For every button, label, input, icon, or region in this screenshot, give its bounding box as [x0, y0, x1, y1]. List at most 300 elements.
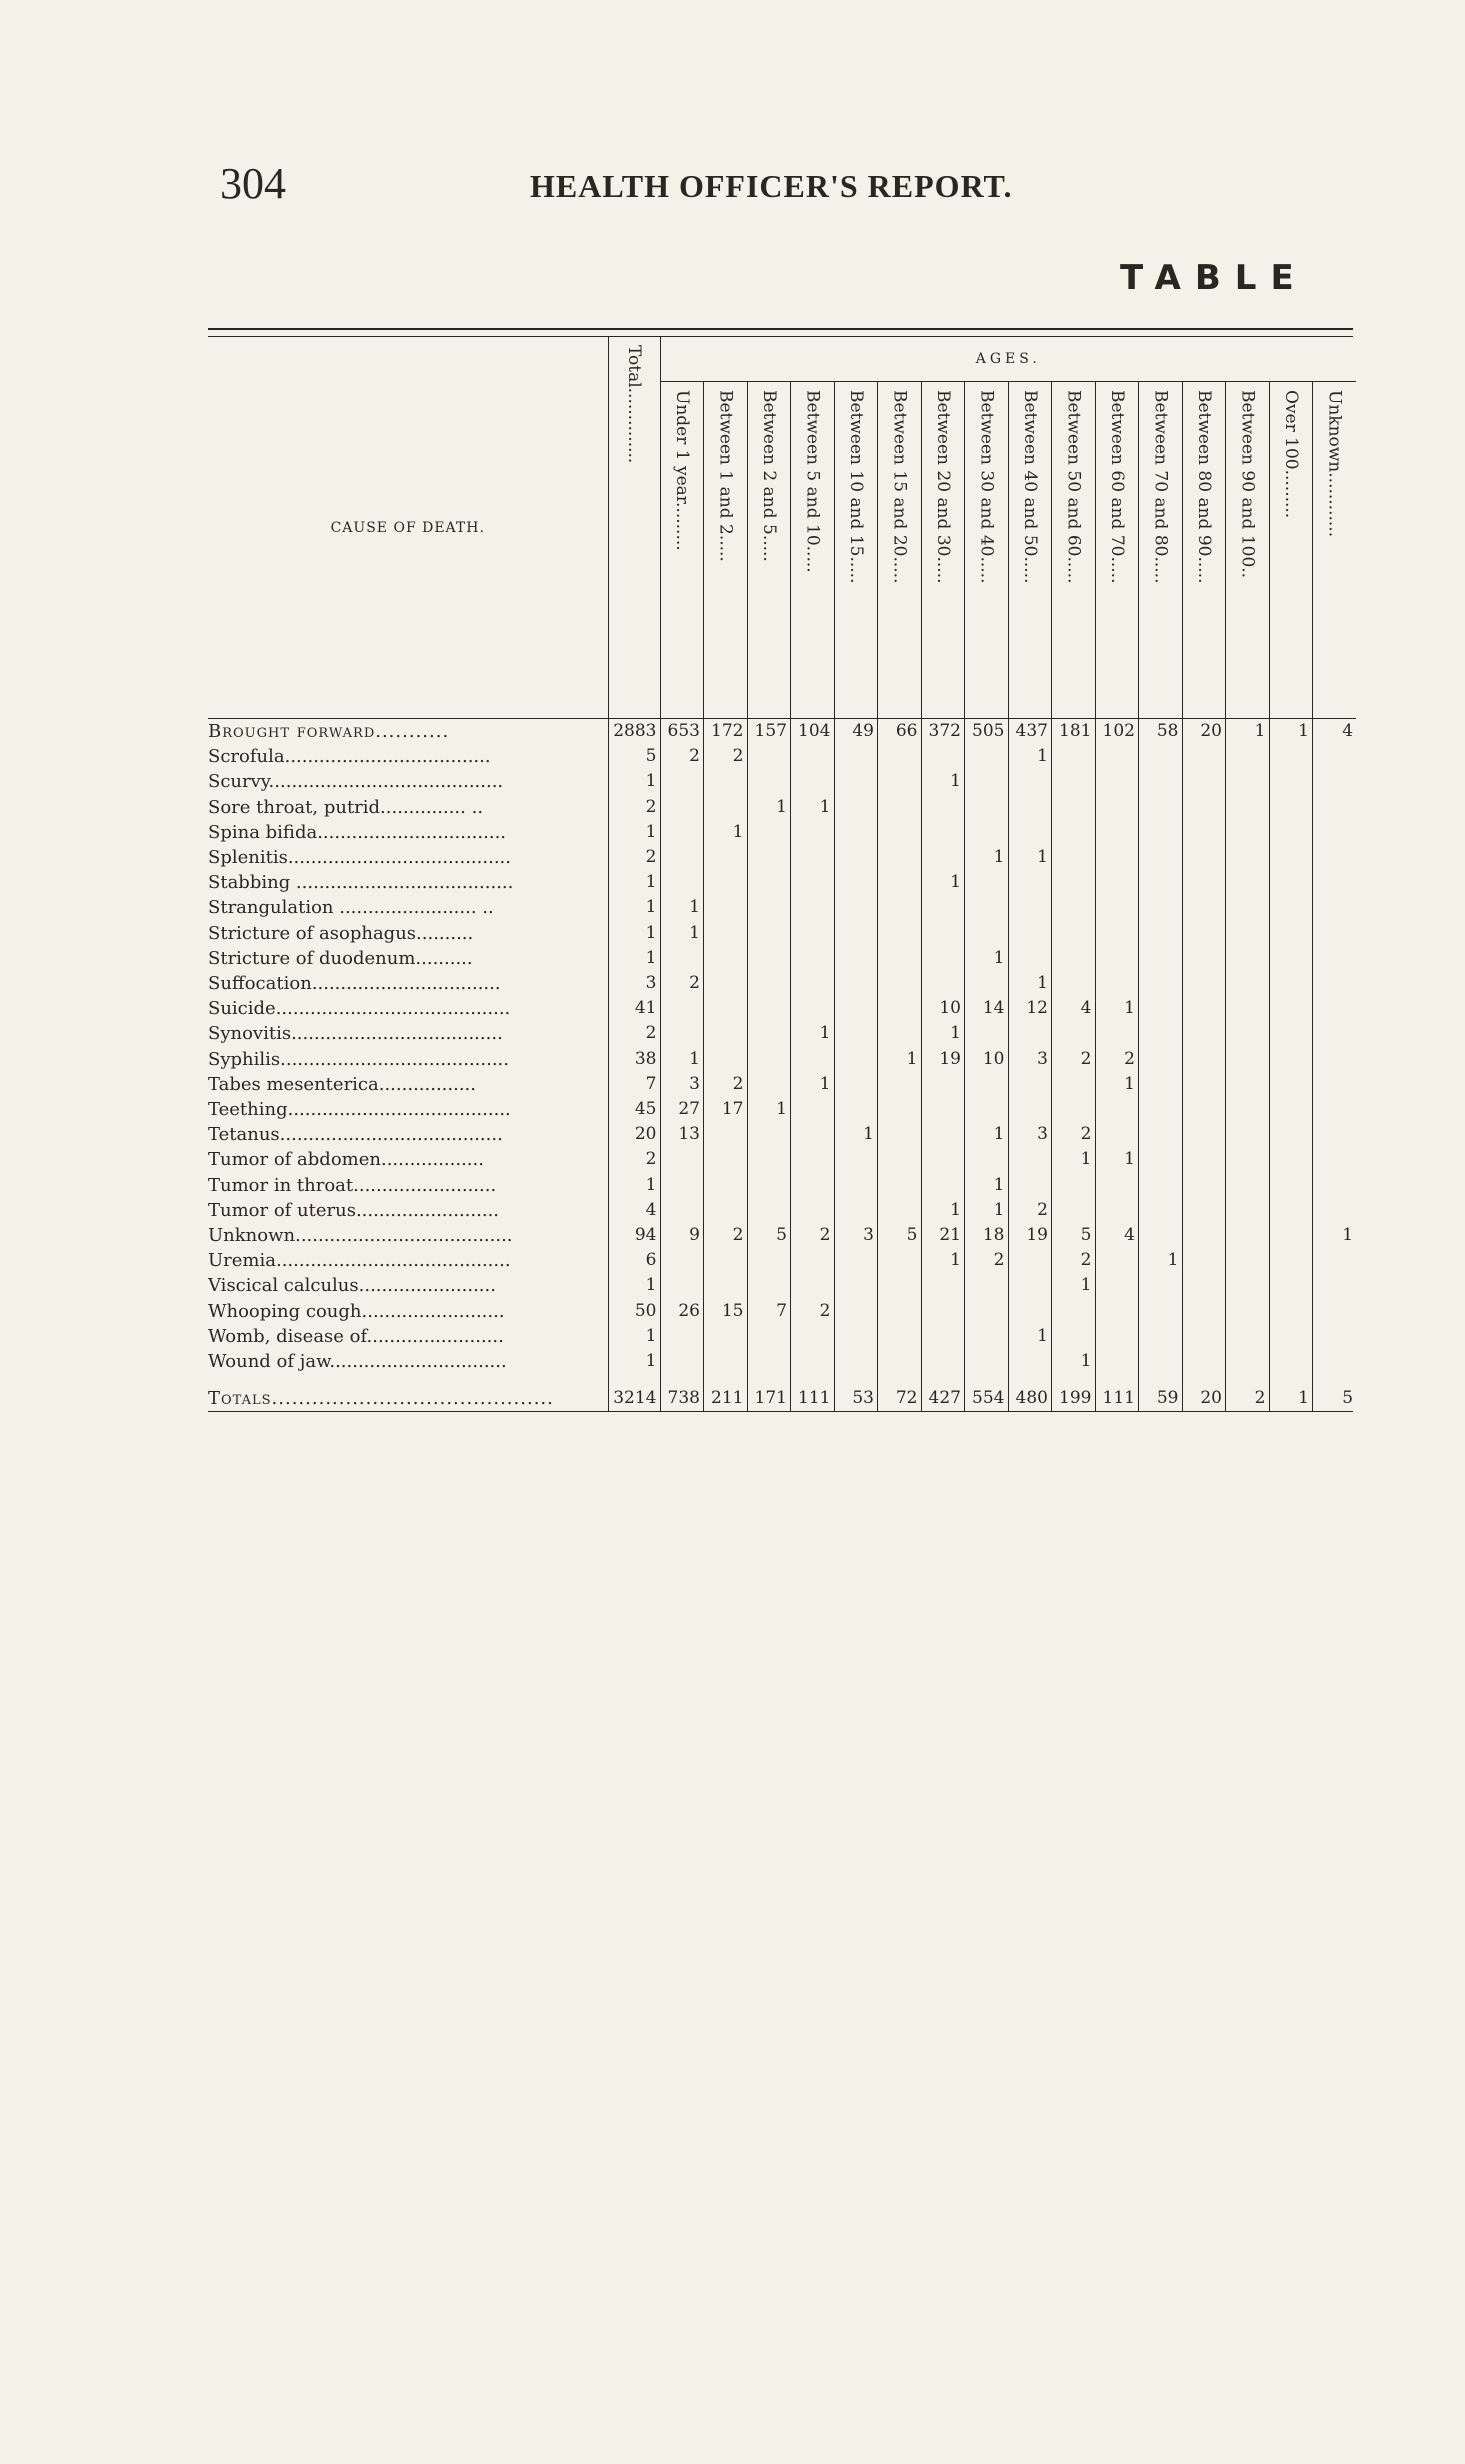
age-cell — [660, 946, 704, 971]
age-cell: 1 — [1342, 1225, 1354, 1246]
age-cell: 1 — [660, 921, 704, 946]
age-cell — [704, 1324, 748, 1349]
age-cell — [747, 895, 791, 920]
table-heading: TABLE — [1120, 258, 1308, 298]
age-cell — [1313, 1047, 1357, 1072]
cause-cell: Scrofula.................................... — [208, 744, 608, 769]
age-column-header — [1008, 382, 1052, 719]
age-cell — [1182, 1223, 1226, 1248]
age-cell: 66 — [878, 719, 922, 745]
age-cell — [1226, 971, 1270, 996]
age-cell: 27 — [660, 1097, 704, 1122]
age-total-cell: 2 — [1226, 1386, 1270, 1411]
age-cell — [834, 996, 878, 1021]
age-cell — [1182, 1021, 1226, 1046]
age-cell — [791, 1173, 835, 1198]
cause-cell: Syphilis........................................ — [208, 1047, 608, 1072]
age-cell — [878, 744, 922, 769]
age-cell: 1 — [660, 1047, 704, 1072]
table-row — [208, 1021, 1356, 1046]
age-cell — [834, 1021, 878, 1046]
age-cell — [704, 1248, 748, 1273]
age-cell — [660, 870, 704, 895]
age-column-header — [878, 382, 922, 719]
spacer-cell — [834, 1374, 878, 1386]
age-cell — [1182, 1198, 1226, 1223]
cause-cell: Tumor of abdomen.................. — [208, 1147, 608, 1172]
age-cell: 1 — [1008, 1324, 1052, 1349]
total-cell: 2 — [608, 1021, 660, 1046]
age-cell — [1095, 1097, 1139, 1122]
total-cell: 1 — [608, 870, 660, 895]
age-cell — [1139, 1198, 1183, 1223]
age-cell — [1182, 921, 1226, 946]
age-cell — [747, 1273, 791, 1298]
age-column-header — [1052, 382, 1096, 719]
age-column-label: Between 5 and 10..... — [802, 390, 823, 573]
age-cell — [791, 1248, 835, 1273]
age-cell — [878, 971, 922, 996]
age-cell — [1269, 1021, 1313, 1046]
age-cell: 1 — [965, 1122, 1009, 1147]
table-row — [208, 1349, 1356, 1374]
age-column-header — [791, 382, 835, 719]
age-cell — [1182, 1147, 1226, 1172]
age-cell — [1052, 744, 1096, 769]
top-rule-thick — [208, 328, 1353, 330]
age-cell — [834, 1097, 878, 1122]
age-cell — [965, 895, 1009, 920]
age-cell — [1139, 870, 1183, 895]
age-cell — [1182, 845, 1226, 870]
age-cell — [1008, 769, 1052, 794]
age-total-cell: 111 — [791, 1386, 835, 1411]
age-cell — [1008, 820, 1052, 845]
age-total-cell: 211 — [704, 1386, 748, 1411]
age-cell — [1182, 1273, 1226, 1298]
age-cell: 18 — [965, 1223, 1009, 1248]
age-cell — [878, 1349, 922, 1374]
age-column-header — [1182, 382, 1226, 719]
age-cell: 19 — [921, 1047, 965, 1072]
spacer-cell — [1226, 1374, 1270, 1386]
age-cell: 19 — [1008, 1223, 1052, 1248]
age-cell — [834, 1072, 878, 1097]
age-column-header — [1226, 382, 1270, 719]
age-cell — [1226, 895, 1270, 920]
age-cell — [791, 870, 835, 895]
age-total-cell: 20 — [1182, 1386, 1226, 1411]
age-cell — [660, 1173, 704, 1198]
age-cell — [1095, 1324, 1139, 1349]
total-cell: 20 — [608, 1122, 660, 1147]
age-cell — [660, 769, 704, 794]
age-cell — [791, 1324, 835, 1349]
age-total-cell: 5 — [1342, 1388, 1354, 1409]
age-cell — [1269, 1173, 1313, 1198]
age-cell — [878, 1324, 922, 1349]
table-row — [208, 1299, 1356, 1324]
age-cell — [1139, 744, 1183, 769]
age-cell: 2 — [704, 1072, 748, 1097]
age-cell — [1095, 870, 1139, 895]
age-cell — [1052, 795, 1096, 820]
age-total-cell: 111 — [1095, 1386, 1139, 1411]
table-row — [208, 1147, 1356, 1172]
table-row — [208, 921, 1356, 946]
age-cell — [1008, 1248, 1052, 1273]
age-cell: 49 — [834, 719, 878, 745]
age-cell — [1052, 1324, 1096, 1349]
running-title: HEALTH OFFICER'S REPORT. — [530, 168, 1013, 204]
age-cell — [1139, 1349, 1183, 1374]
total-cell: 41 — [608, 996, 660, 1021]
age-cell — [704, 895, 748, 920]
age-cell — [1313, 845, 1357, 870]
age-column-label: Between 40 and 50..... — [1019, 390, 1040, 584]
total-cell: 2 — [608, 1147, 660, 1172]
age-cell — [834, 795, 878, 820]
age-cell — [1052, 895, 1096, 920]
age-cell — [1226, 1299, 1270, 1324]
age-cell — [1313, 1122, 1357, 1147]
age-cell: 1 — [1008, 971, 1052, 996]
age-cell — [791, 1273, 835, 1298]
age-cell — [1182, 769, 1226, 794]
age-column-header — [660, 382, 704, 719]
age-column-header — [834, 382, 878, 719]
age-cell: 1 — [747, 795, 791, 820]
age-cell — [878, 921, 922, 946]
age-cell: 2 — [660, 971, 704, 996]
age-column-header — [1139, 382, 1183, 719]
age-cell — [1182, 971, 1226, 996]
age-cell: 1 — [921, 1248, 965, 1273]
age-cell — [834, 1349, 878, 1374]
age-cell — [747, 744, 791, 769]
age-cell — [921, 1072, 965, 1097]
age-cell — [965, 1273, 1009, 1298]
age-cell — [1226, 769, 1270, 794]
spacer-cell — [878, 1374, 922, 1386]
age-cell — [1139, 895, 1183, 920]
age-cell — [1313, 1324, 1357, 1349]
age-cell: 437 — [1008, 719, 1052, 745]
age-cell — [747, 1198, 791, 1223]
age-cell — [1269, 1324, 1313, 1349]
age-cell — [834, 744, 878, 769]
age-cell: 3 — [1008, 1122, 1052, 1147]
age-cell — [1269, 1147, 1313, 1172]
age-cell — [1095, 769, 1139, 794]
cause-cell: Brought forward........... — [208, 719, 608, 745]
age-cell — [1226, 845, 1270, 870]
age-cell — [965, 820, 1009, 845]
age-total-cell: 171 — [747, 1386, 791, 1411]
age-cell — [1269, 1273, 1313, 1298]
table-row — [208, 1097, 1356, 1122]
age-column-header — [1313, 382, 1357, 719]
age-cell — [878, 870, 922, 895]
age-cell — [1182, 795, 1226, 820]
spacer-cell — [660, 1374, 704, 1386]
age-cell — [1095, 1273, 1139, 1298]
age-cell — [1269, 1299, 1313, 1324]
age-cell: 1 — [921, 870, 965, 895]
age-cell — [834, 845, 878, 870]
age-cell — [1313, 1097, 1357, 1122]
age-cell — [704, 1173, 748, 1198]
age-cell — [1182, 1097, 1226, 1122]
age-cell — [747, 971, 791, 996]
age-cell — [1095, 845, 1139, 870]
age-cell — [834, 1047, 878, 1072]
age-cell — [660, 1198, 704, 1223]
age-cell: 2 — [1052, 1248, 1096, 1273]
age-cell — [878, 1147, 922, 1172]
total-cell: 5 — [608, 744, 660, 769]
table-row — [208, 1047, 1356, 1072]
age-cell — [834, 895, 878, 920]
age-cell — [1052, 845, 1096, 870]
age-cell — [791, 895, 835, 920]
age-cell — [1139, 1273, 1183, 1298]
table-row — [208, 744, 1356, 769]
age-cell — [834, 1324, 878, 1349]
age-cell — [1226, 1324, 1270, 1349]
age-cell — [747, 1072, 791, 1097]
age-cell — [1313, 895, 1357, 920]
age-cell: 2 — [1052, 1047, 1096, 1072]
age-cell — [1269, 1223, 1313, 1248]
age-cell — [1226, 1273, 1270, 1298]
age-cell — [1313, 1021, 1357, 1046]
age-cell — [878, 795, 922, 820]
age-cell — [878, 1273, 922, 1298]
age-cell: 372 — [921, 719, 965, 745]
age-cell — [1313, 1248, 1357, 1273]
age-cell — [1226, 820, 1270, 845]
age-cell — [834, 1198, 878, 1223]
age-cell — [747, 1248, 791, 1273]
table-row — [208, 719, 1356, 745]
age-cell — [660, 845, 704, 870]
age-cell — [878, 820, 922, 845]
age-cell — [1139, 845, 1183, 870]
age-cell — [1139, 921, 1183, 946]
age-cell: 505 — [965, 719, 1009, 745]
table-row — [208, 1122, 1356, 1147]
age-cell: 2 — [704, 1223, 748, 1248]
table-row — [208, 845, 1356, 870]
age-cell — [921, 1349, 965, 1374]
age-cell — [878, 845, 922, 870]
age-cell: 104 — [791, 719, 835, 745]
age-cell: 1 — [834, 1122, 878, 1147]
age-total-cell: 480 — [1008, 1386, 1052, 1411]
age-cell — [1269, 1122, 1313, 1147]
age-cell — [1269, 1198, 1313, 1223]
age-cell — [1095, 946, 1139, 971]
spacer-cell — [1008, 1374, 1052, 1386]
age-cell — [965, 1299, 1009, 1324]
mortality-table-container — [208, 328, 1353, 1412]
total-cell: 4 — [608, 1198, 660, 1223]
age-cell — [1226, 1021, 1270, 1046]
age-cell — [1008, 1021, 1052, 1046]
age-cell — [1269, 971, 1313, 996]
age-cell — [1139, 1324, 1183, 1349]
total-cell: 1 — [608, 895, 660, 920]
age-cell: 1 — [791, 1021, 835, 1046]
age-cell — [1139, 1147, 1183, 1172]
age-cell — [1182, 1299, 1226, 1324]
grand-total-cell: 3214 — [608, 1386, 660, 1411]
age-cell — [921, 1324, 965, 1349]
age-cell — [1313, 1147, 1357, 1172]
cause-cell: Tetanus....................................... — [208, 1122, 608, 1147]
age-cell — [1182, 996, 1226, 1021]
table-row — [208, 820, 1356, 845]
total-cell: 1 — [608, 1349, 660, 1374]
age-cell — [1052, 921, 1096, 946]
age-cell: 4 — [1052, 996, 1096, 1021]
age-cell: 9 — [660, 1223, 704, 1248]
age-cell: 1 — [1139, 1248, 1183, 1273]
age-cell — [1182, 870, 1226, 895]
table-row — [208, 895, 1356, 920]
age-cell — [1182, 1122, 1226, 1147]
age-cell — [1269, 1047, 1313, 1072]
age-cell — [1139, 996, 1183, 1021]
age-column-header — [965, 382, 1009, 719]
age-cell: 20 — [1182, 719, 1226, 745]
age-cell — [704, 921, 748, 946]
age-column-header — [921, 382, 965, 719]
age-column-label: Under 1 year......... — [671, 390, 692, 551]
age-cell — [965, 1324, 1009, 1349]
age-cell: 1 — [747, 1097, 791, 1122]
table-body — [208, 719, 1356, 1412]
age-column-header — [704, 382, 748, 719]
age-cell — [747, 946, 791, 971]
age-column-label: Between 15 and 20..... — [889, 390, 910, 584]
cause-cell: Spina bifida................................. — [208, 820, 608, 845]
age-cell — [704, 1021, 748, 1046]
spacer-cell — [965, 1374, 1009, 1386]
age-total-cell: 738 — [660, 1386, 704, 1411]
cause-cell: Splenitis....................................... — [208, 845, 608, 870]
age-cell: 1 — [965, 1198, 1009, 1223]
spacer-cell — [1095, 1374, 1139, 1386]
age-cell: 4 — [1095, 1223, 1139, 1248]
total-column-label: Total.............. — [624, 345, 644, 464]
age-cell — [1008, 1299, 1052, 1324]
age-cell — [834, 769, 878, 794]
age-cell — [747, 1122, 791, 1147]
age-cell: 1 — [660, 895, 704, 920]
age-cell — [1052, 870, 1096, 895]
age-cell — [704, 795, 748, 820]
age-column-label: Between 60 and 70..... — [1106, 390, 1127, 584]
age-cell — [791, 1122, 835, 1147]
age-cell — [1052, 971, 1096, 996]
total-cell: 7 — [608, 1072, 660, 1097]
age-cell — [1008, 1273, 1052, 1298]
age-cell — [1182, 895, 1226, 920]
spacer-cell — [1313, 1374, 1357, 1386]
age-cell — [1139, 971, 1183, 996]
age-cell — [921, 820, 965, 845]
age-cell: 5 — [747, 1223, 791, 1248]
age-cell — [791, 1147, 835, 1172]
age-cell — [747, 769, 791, 794]
total-cell: 3 — [608, 971, 660, 996]
total-cell: 1 — [608, 921, 660, 946]
age-cell — [965, 769, 1009, 794]
age-total-cell: 1 — [1269, 1386, 1313, 1411]
age-cell — [1139, 795, 1183, 820]
age-column-label: Over 100......... — [1280, 390, 1301, 519]
age-cell: 10 — [965, 1047, 1009, 1072]
age-total-cell: 199 — [1052, 1386, 1096, 1411]
age-cell: 181 — [1052, 719, 1096, 745]
age-cell — [1182, 1047, 1226, 1072]
age-column-label: Between 90 and 100.. — [1237, 390, 1258, 579]
age-cell — [965, 744, 1009, 769]
age-cell — [1269, 1248, 1313, 1273]
age-cell — [1008, 795, 1052, 820]
age-cell — [878, 1248, 922, 1273]
age-cell: 2 — [965, 1248, 1009, 1273]
age-cell: 14 — [965, 996, 1009, 1021]
age-cell — [1269, 820, 1313, 845]
age-cell — [1313, 946, 1357, 971]
age-total-cell: 53 — [834, 1386, 878, 1411]
cause-cell: Viscical calculus........................ — [208, 1273, 608, 1298]
age-cell — [1313, 870, 1357, 895]
age-cell — [1182, 946, 1226, 971]
age-cell — [1226, 996, 1270, 1021]
cause-cell: Stricture of asophagus.......... — [208, 921, 608, 946]
age-cell — [834, 820, 878, 845]
age-cell — [834, 1273, 878, 1298]
age-cell — [1269, 845, 1313, 870]
age-cell: 1 — [1226, 719, 1270, 745]
spacer-cell — [747, 1374, 791, 1386]
age-cell — [1008, 921, 1052, 946]
age-column-header — [1269, 382, 1313, 719]
age-cell — [1182, 1248, 1226, 1273]
ages-group-header: AGES. — [660, 337, 1356, 382]
age-cell: 2 — [1095, 1047, 1139, 1072]
age-cell — [660, 1324, 704, 1349]
age-cell: 15 — [704, 1299, 748, 1324]
age-cell: 1 — [921, 1198, 965, 1223]
age-cell: 2 — [1008, 1198, 1052, 1223]
age-cell: 2 — [704, 744, 748, 769]
cause-cell: Tumor of uterus......................... — [208, 1198, 608, 1223]
spacer-cell — [608, 1374, 660, 1386]
age-cell — [1052, 1072, 1096, 1097]
total-cell: 2 — [608, 795, 660, 820]
age-cell — [921, 895, 965, 920]
age-cell — [1313, 1072, 1357, 1097]
age-cell — [1008, 870, 1052, 895]
age-cell — [921, 971, 965, 996]
total-cell: 45 — [608, 1097, 660, 1122]
total-cell: 1 — [608, 1273, 660, 1298]
